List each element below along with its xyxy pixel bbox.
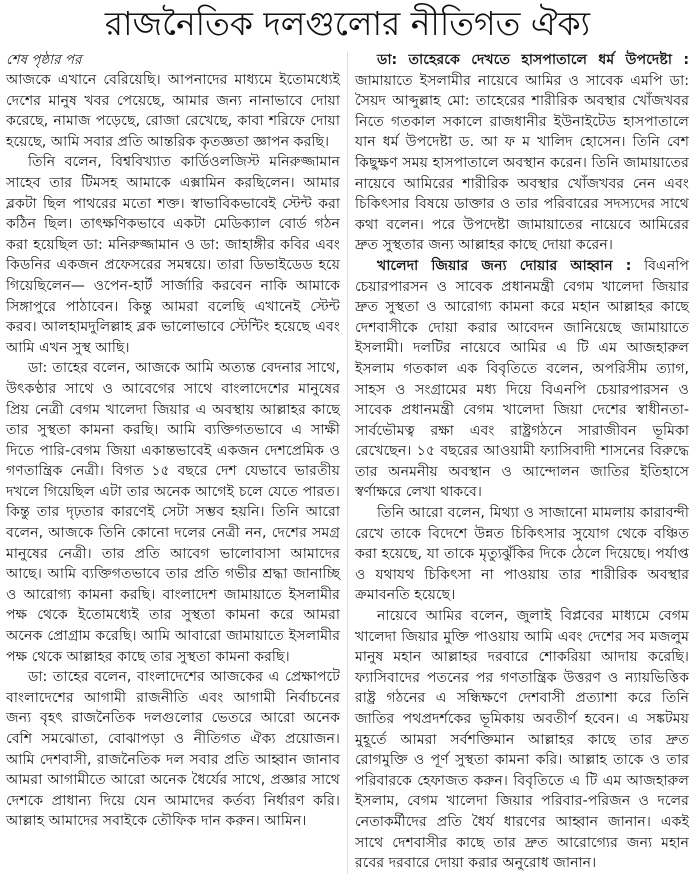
paragraph: নায়েবে আমির বলেন, জুলাই বিপ্লবের মাধ্যমে বেগম খালেদা জিয়ার মুক্তি পাওয়ায় আমি এবং দেশের সব মজলুম মানুষ মহান আল্লাহর দরবারে শোকরিয়া আদায় করেছি। ফ্যাসিবাদের পতনের পর গণতান্ত্রিক উত্তরণ ও ন্যায়ভিত্তিক রাষ্ট্র গঠনের এ সন্ধিক্ষণে দেশবাসী প্রত্যাশা করে তিনি জাতির পথপ্রদর্শকের ভূমিকায় অবতীর্ণ হবেন। এ সঙ্কটময় মুহূর্তে আমরা সর্বশক্তিমান আল্লাহর কাছে তার দ্রুত রোগমুক্তি ও পূর্ণ সুস্থতা কামনা করি। আল্লাহ তাকে ও তার পরিবারকে হেফাজত করুন। বিবৃতিতে এ টি এম আজহারুল ইসলাম, বেগম খালেদা জিয়ার পরিবার-পরিজন ও দলের নেতাকর্মীদের প্রতি ধৈর্য ধারণের আহ্বান জানান। একই সাথে দেশবাসীর কাছে তার দ্রুত আরোগ্যের জন্য মহান রবের দরবারে দোয়া করার অনুরোধ জানান। [355, 608, 689, 872]
continued-from-label: শেষ পৃষ্ঠার পর [6, 52, 82, 68]
article-columns [0, 50, 695, 874]
left-column [6, 50, 340, 832]
section-text: জামায়াতে ইসলামীর নায়েবে আমির ও সাবেক এমপি ডা: সৈয়দ আব্দুল্লাহ মো: তাহেরের শারীরিক অবস্থার খোঁজখবর নিতে গতকাল সকালে রাজধানীর ইউনাইটেড হাসপাতালে যান ধর্ম উপদেষ্টা ড. আ ফ ম খালিদ হোসেন। তিনি বেশ কিছুক্ষণ সময় হাসপাতালে অবস্থান করেন। তিনি জামায়াতের নায়েবে আমিরের শারীরিক অবস্থার খোঁজখবর নেন এবং চিকিৎসার বিষয়ে ডাক্তার ও তার পরিবারের সদস্যদের সাথে কথা বলেন। পরে উপদেষ্টা জামায়াতের নায়েবে আমিরের দ্রুত সুস্থতার জন্য আল্লাহর কাছে দোয়া করেন। [355, 72, 689, 254]
paragraph: ডা: তাহের বলেন, আজকে আমি অত্যন্ত বেদনার সাথে, উৎকণ্ঠার সাথে ও আবেগের সাথে বাংলাদেশের মানুষের প্রিয় নেত্রী বেগম খালেদা জিয়ার এ অবস্থায় আল্লাহর কাছে তার সুস্থতা কামনা করছি। আমি ব্যক্তিগতভাবে এ সাক্ষী দিতে পারি-বেগম জিয়া একান্তভাবেই একজন দেশপ্রেমিক ও গণতান্ত্রিক নেত্রী। বিগত ১৫ বছরে দেশ যেভাবে ভারতীয় দখলে গিয়েছিল এটা তার অনেক আগেই চলে যেতে পারত। কিন্তু তার দৃঢ়তার কারণেই সেটা সম্ভব হয়নি। তিনি আরো বলেন, আজকে তিনি কোনো দলের নেত্রী নন, দেশের সমগ্র মানুষের নেত্রী। তার প্রতি আবেগ ভালোবাসা আমাদের আছে। আমি ব্যক্তিগতভাবে তার প্রতি গভীর শ্রদ্ধা জানাচ্ছি ও আরোগ্য কামনা করছি। বাংলাদেশ জামায়াতে ইসলামীর পক্ষ থেকে ইতোমধ্যেই তার সুস্থতা কামনা করে আমরা অনেক প্রোগ্রাম করেছি। আমি আবারো জামায়াতে ইসলামীর পক্ষ থেকে আল্লাহর কাছে তার সুস্থতা কামনা করছি। [6, 360, 340, 665]
section-text: বিএনপি চেয়ারপারসন ও সাবেক প্রধানমন্ত্রী বেগম খালেদা জিয়ার দ্রুত সুস্থতা ও আরোগ্য কামনা করে মহান আল্লাহর কাছে দেশবাসীকে দোয়া করার আবেদন জানিয়েছে জামায়াতে ইসলামী। দলটির নায়েবে আমির এ টি এম আজহারুল ইসলাম গতকাল এক বিবৃতিতে বলেন, অপরিসীম ত্যাগ, সাহস ও সংগ্রামের মধ্য দিয়ে বিএনপি চেয়ারপারসন ও সাবেক প্রধানমন্ত্রী বেগম খালেদা জিয়া দেশের স্বাধীনতা-সার্বভৌমত্ব রক্ষা এবং রাষ্ট্রগঠনে সারাজীবন ভূমিকা রেখেছেন। ১৫ বছরের আওয়ামী ফ্যাসিবাদী শাসনের বিরুদ্ধে তার অনমনীয় অবস্থান ও আন্দোলন জাতির ইতিহাসে স্বর্ণাক্ষরে লেখা থাকবে। [355, 257, 689, 501]
subheading: ডা: তাহেরকে দেখতে হাসপাতালে ধর্ম উপদেষ্টা : [377, 52, 689, 68]
subheading: খালেদা জিয়ার জন্য দোয়ার আহ্বান : [377, 257, 632, 274]
paragraph: তিনি বলেন, বিশ্ববিখ্যাত কার্ডিওলজিস্ট মনিরুজ্জামান সাহেব তার টিমসহ আমাকে এক্সামিন করছিলেন। আমার ব্লকটা ছিল পাথরের মতো শক্ত। স্বাভাবিকভাবেই স্টেন্ট করা কঠিন ছিল। তাৎক্ষণিকভাবে একটা মেডিক্যাল বোর্ড গঠন করা হয়েছিল ডা: মনিরুজ্জামান ও ডা: জাহাঙ্গীর কবির এবং কিডনির একজন প্রফেসরের সমন্বয়ে। তারা ডিভাইডেড হয়ে গিয়েছিলেন— ওপেন-হার্ট সার্জারি করবেন নাকি আমাকে সিঙ্গাপুরে পাঠাবেন। কিন্তু আমরা বলেছি এখানেই স্টেন্ট করব। আলহামদুলিল্লাহ ব্লক ভালোভাবে স্টেন্টিং হয়েছে এবং আমি এখন সুস্থ আছি। [6, 154, 340, 356]
column-divider [347, 52, 348, 874]
paragraph: তিনি আরো বলেন, মিথ্যা ও সাজানো মামলায় কারাবন্দী রেখে তাকে বিদেশে উন্নত চিকিৎসার সুযোগ থেকে বঞ্চিত করা হয়েছে, যা তাকে মৃত্যুঝুঁকির দিকে ঠেলে দিয়েছে। পর্যাপ্ত ও যথাযথ চিকিৎসা না পাওয়ায় তার শারীরিক অবস্থার ক্রমাবনতি হয়েছে। [355, 505, 689, 604]
section-paragraph [355, 256, 689, 503]
headline: রাজনৈতিক দলগুলোর নীতিগত ঐক্য [104, 4, 591, 43]
right-column [355, 50, 689, 874]
section-paragraph [355, 50, 689, 256]
paragraph: ডা: তাহের বলেন, বাংলাদেশের আজকের এ প্রেক্ষাপটে বাংলাদেশের আগামী রাজনীতি এবং আগামী নির্বাচনের জন্য বৃহৎ রাজনৈতিক দলগুলোর ভেতরে আরো অনেক বেশি সমঝোতা, বোঝাপড়া ও নীতিগত ঐক্য প্রয়োজন। আমি দেশবাসী, রাজনৈতিক দল সবার প্রতি আহ্বান জানাব আমরা আগামীতে আরো অনেক ধৈর্যের সাথে, প্রজ্ঞার সাথে দেশকে প্রাধান্য দিয়ে যেন আমাদের কর্তব্য নির্ধারণ করি। আল্লাহ আমাদের সবাইকে তৌফিক দান করুন। আমিন। [6, 669, 340, 830]
paragraph: আজকে এখানে বেরিয়েছি। আপনাদের মাধ্যমে ইতোমধ্যেই দেশের মানুষ খবর পেয়েছে, আমার জন্য নানাভাবে দোয়া করেছে, নামাজ পড়েছে, রোজা রেখেছে, কাবা শরিফে দোয়া হয়েছে, আমি সবার প্রতি আন্তরিক কৃতজ্ঞতা জ্ঞাপন করছি। [6, 72, 340, 150]
